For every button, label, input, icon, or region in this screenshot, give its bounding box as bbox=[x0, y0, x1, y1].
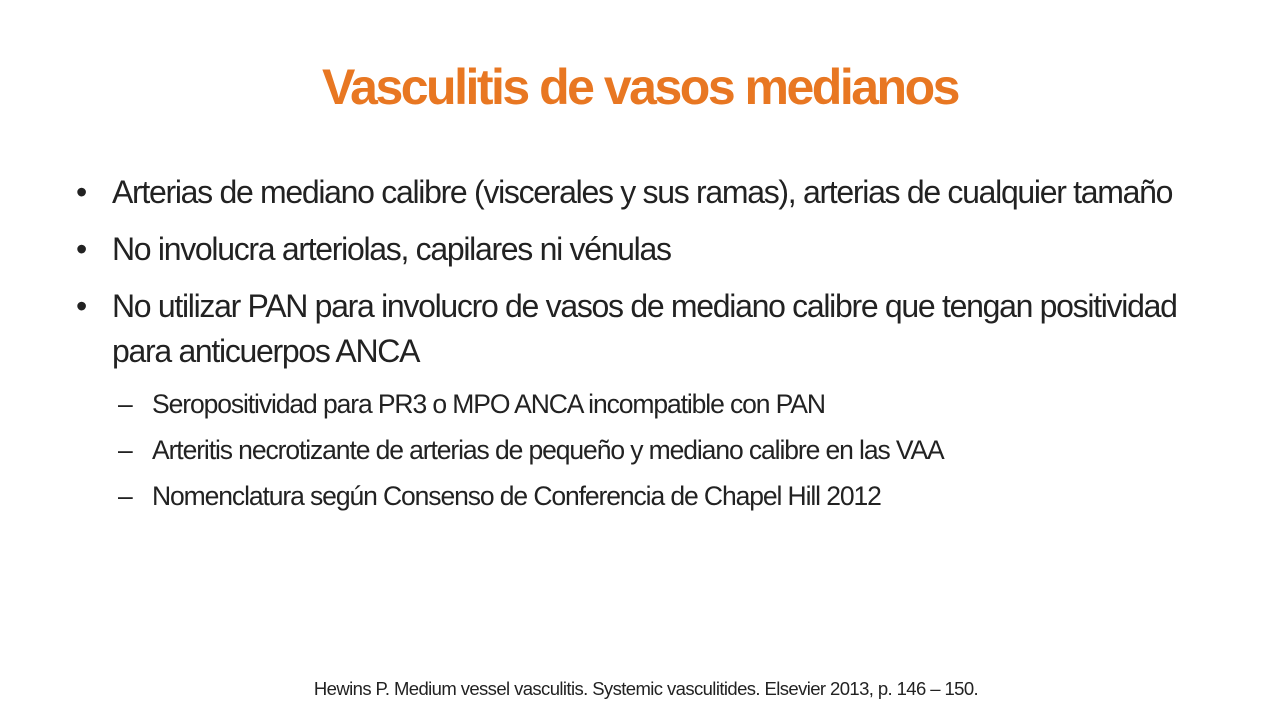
dash-marker: – bbox=[118, 435, 132, 465]
dash-marker: – bbox=[118, 389, 132, 419]
sub-bullet-group bbox=[76, 386, 1216, 514]
bullet-marker: • bbox=[76, 174, 86, 210]
sub-bullet-item-3 bbox=[76, 478, 1216, 514]
sub-bullet-text: Nomenclatura según Consenso de Conferencia de Chapel Hill 2012 bbox=[152, 481, 881, 511]
slide-title: Vasculitis de vasos medianos bbox=[322, 59, 958, 115]
sub-bullet-item-2 bbox=[76, 432, 1216, 468]
bullet-item-1 bbox=[76, 170, 1216, 215]
citation: Hewins P. Medium vessel vasculitis. Systemic vasculitides. Elsevier 2013, p. 146 – 150. bbox=[313, 678, 979, 699]
bullet-text: Arterias de mediano calibre (viscerales y sus ramas), arterias de cualquier tamaño bbox=[112, 174, 1173, 210]
dash-marker: – bbox=[118, 481, 132, 511]
bullet-list bbox=[76, 170, 1216, 526]
bullet-item-3 bbox=[76, 284, 1216, 374]
bullet-marker: • bbox=[76, 288, 86, 324]
sub-bullet-item-1 bbox=[76, 386, 1216, 422]
sub-bullet-text: Seropositividad para PR3 o MPO ANCA incompatible con PAN bbox=[152, 389, 825, 419]
sub-bullet-text: Arteritis necrotizante de arterias de pequeño y mediano calibre en las VAA bbox=[152, 435, 944, 465]
bullet-text: No utilizar PAN para involucro de vasos de mediano calibre que tengan positividad para anticuerpos ANCA bbox=[112, 288, 1177, 369]
bullet-marker: • bbox=[76, 231, 86, 267]
bullet-item-2 bbox=[76, 227, 1216, 272]
bullet-text: No involucra arteriolas, capilares ni vénulas bbox=[112, 231, 671, 267]
sub-bullet-list bbox=[76, 386, 1216, 514]
